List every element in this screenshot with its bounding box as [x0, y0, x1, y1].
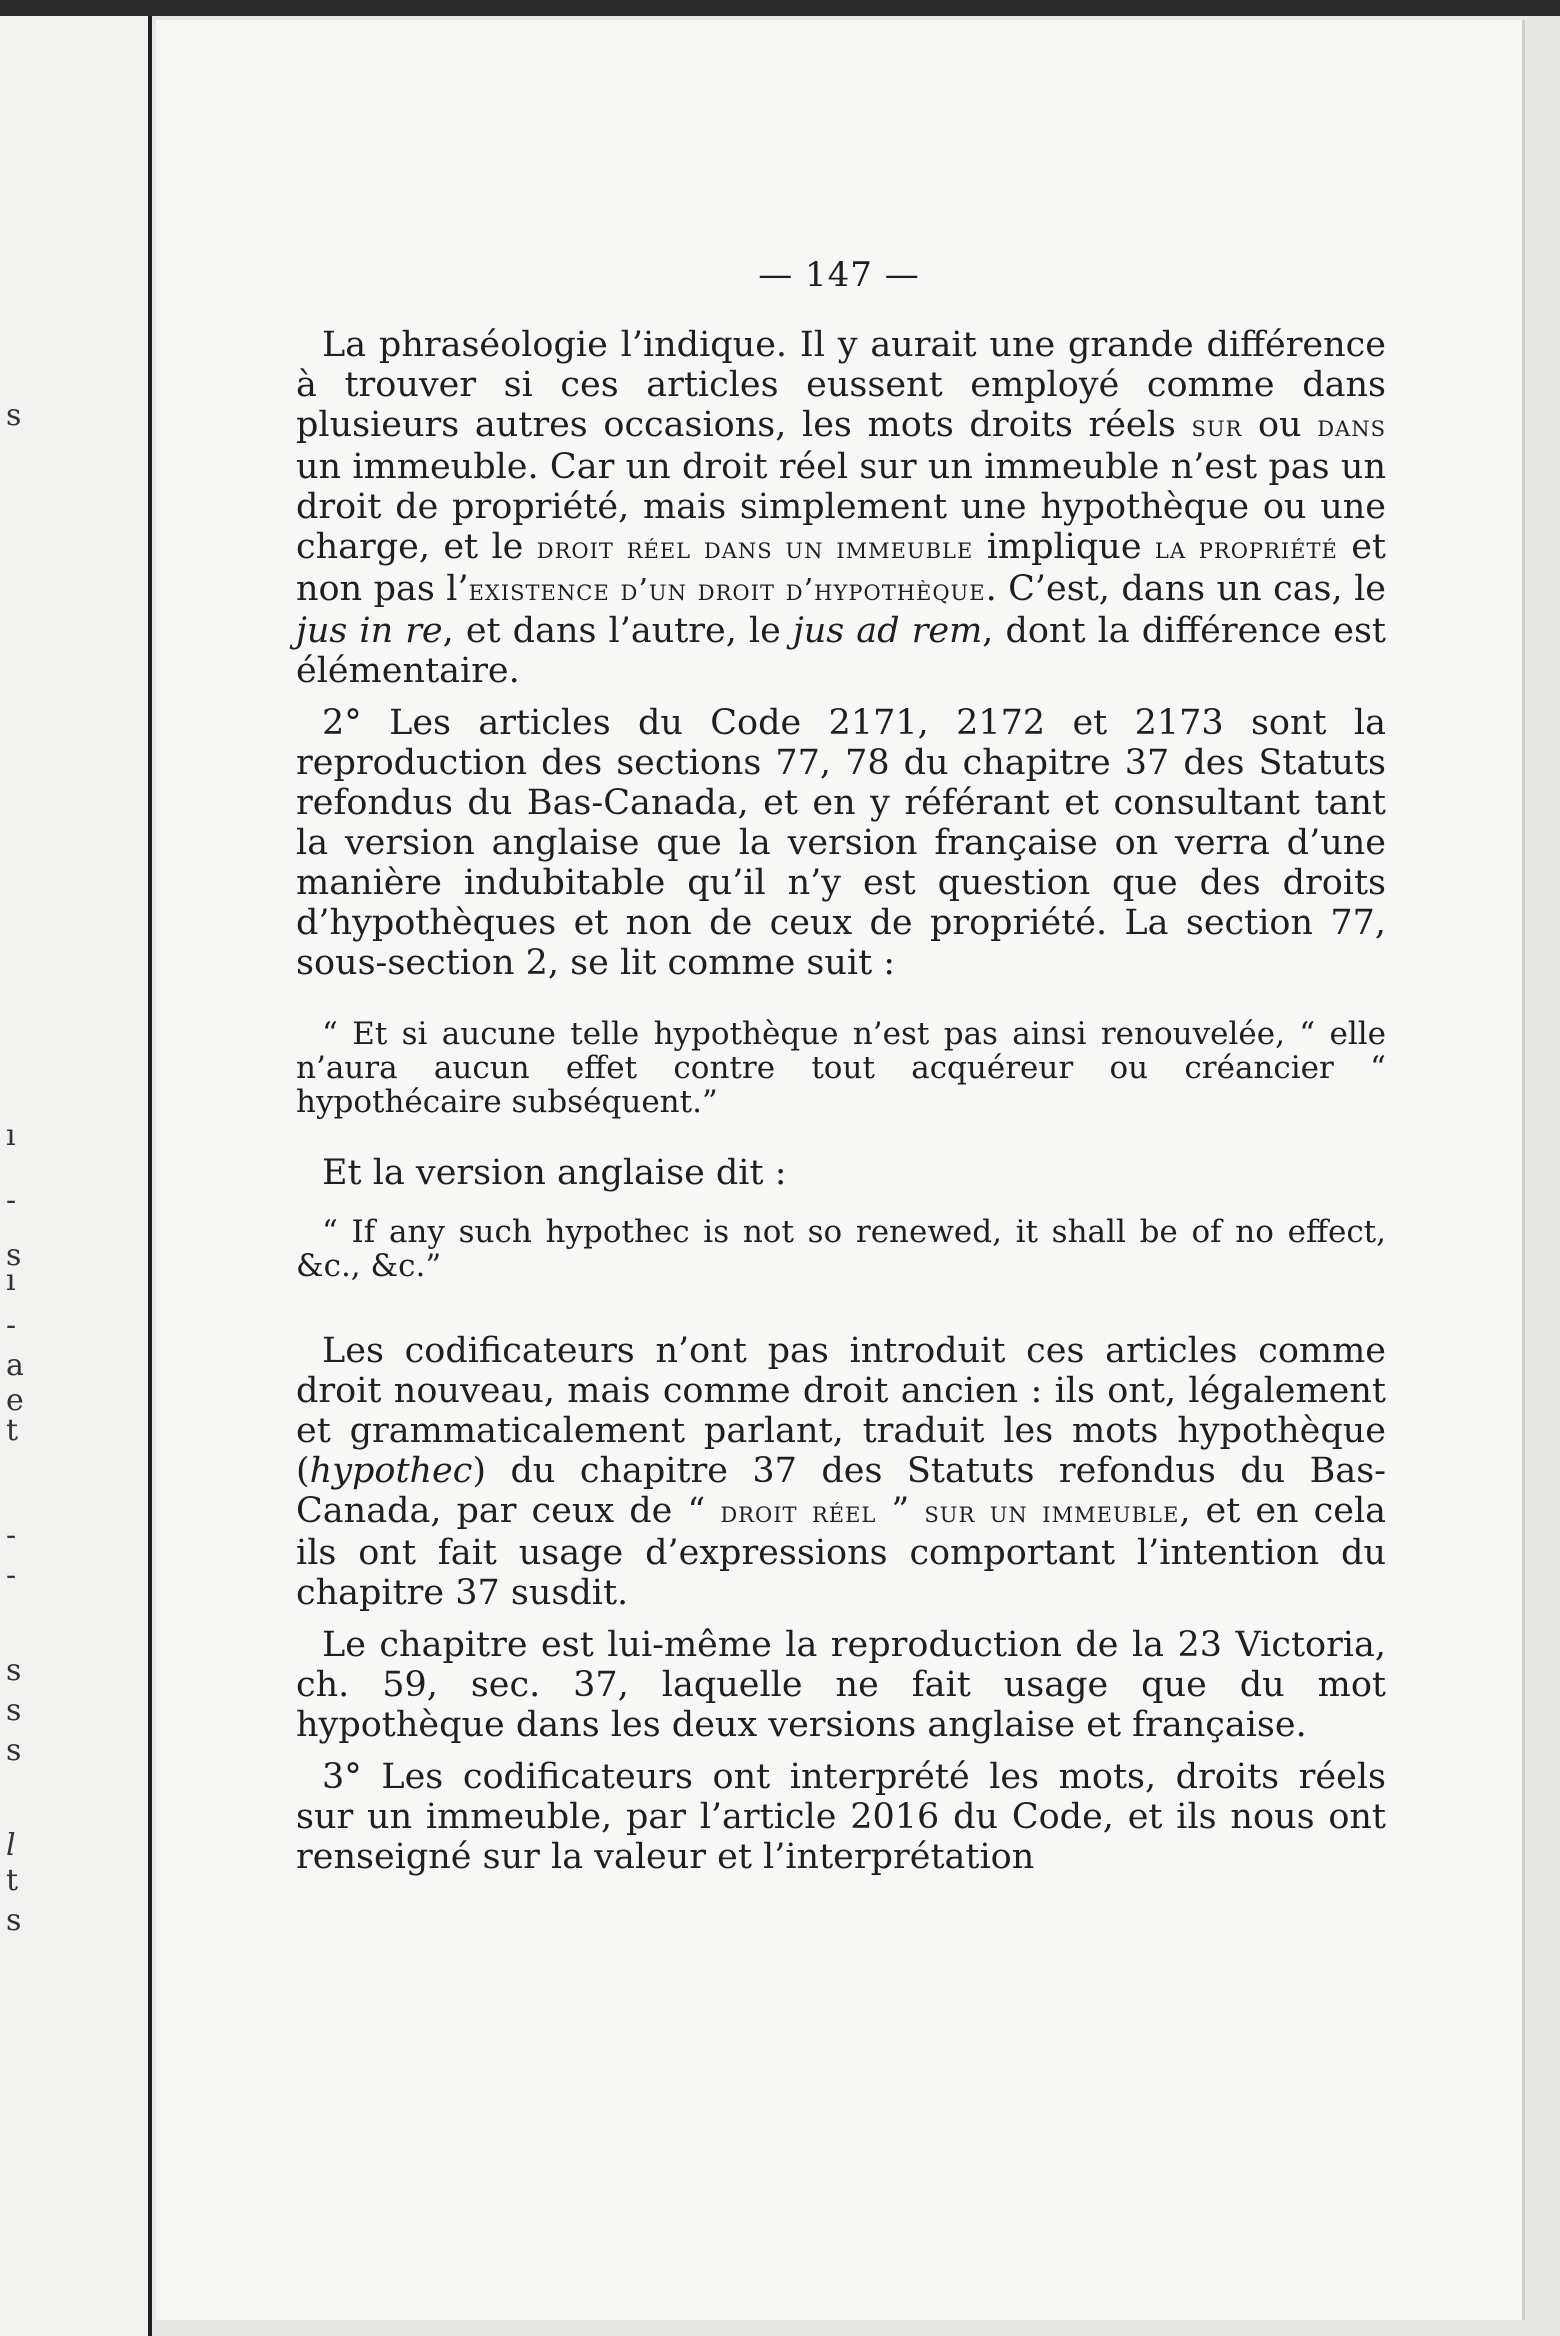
text-run: , et dans l’autre, le: [442, 611, 793, 651]
small-caps-run: existence d’un droit d’hypothèque: [468, 573, 986, 608]
paragraph-2: 2° Les articles du Code 2171, 2172 et 2173 sont la reproduction des sections 77, 78 du chapitre 37 des Statuts refondus du Bas-Canada, et en y référant et consultant tant la version anglaise que la version française on verra d’une manière indubitable qu’il n’y est question que des droits d’hypothèques et non de ceux de propriété. La section 77, sous-section 2, se lit comme suit :: [296, 703, 1386, 983]
paragraph-6: 3° Les codificateurs ont interprété les mots, droits réels sur un immeuble, par l’article 2016 du Code, et ils nous ont renseigné sur la valeur et l’interprétation: [296, 1757, 1386, 1877]
edge-char: ı: [6, 1263, 16, 1298]
italic-run: jus in re: [296, 611, 443, 651]
small-caps-run: droit réel: [720, 1495, 877, 1530]
edge-char: t: [6, 1413, 19, 1448]
edge-char: -: [6, 1183, 17, 1218]
text-run: ) du chapitre 37 des Statuts refondus du Bas-Canada, par ceux de “: [296, 1451, 1386, 1531]
edge-char: e: [6, 1383, 24, 1418]
edge-char: s: [6, 1693, 22, 1728]
book-page: [156, 20, 1525, 2320]
text-run: un immeuble. Car un droit réel sur un immeuble n’est pas un droit de propriété, mais simplement une hypothèque ou une charge, et le: [296, 447, 1386, 567]
small-caps-run: la propriété: [1154, 531, 1338, 566]
edge-char: a: [6, 1348, 24, 1383]
edge-char: s: [6, 1238, 22, 1273]
edge-char: -: [6, 1308, 17, 1343]
quote-english: “ If any such hypothec is not so renewed, it shall be of no effect, &c., &c.”: [296, 1214, 1386, 1284]
edge-char: -: [6, 1518, 17, 1553]
text-run: , dont la différence est élémentaire.: [296, 611, 1386, 691]
edge-char: s: [6, 398, 22, 433]
text-run: . C’est, dans un cas, le: [985, 569, 1386, 609]
text-run: , et en cela ils ont fait usage d’expressions comportant l’intention du chapitre 37 susdit.: [296, 1491, 1386, 1613]
edge-char: t: [6, 1863, 19, 1898]
page-number: — 147 —: [758, 255, 920, 295]
text-run: La phraséologie l’indique. Il y aurait une grande différence à trouver si ces articles eussent employé comme dans plusieurs autres occasions, les mots droits réels: [296, 325, 1386, 445]
scan-top-border: [0, 0, 1560, 16]
text-run: et non pas l’: [296, 527, 1386, 609]
text-run: implique: [973, 527, 1155, 567]
italic-run: jus ad rem: [792, 611, 983, 651]
page-body: [296, 325, 1386, 1889]
paragraph-3: Et la version anglaise dit :: [322, 1153, 787, 1193]
paragraph-1: [296, 325, 1386, 691]
small-caps-run: sur un immeuble: [924, 1495, 1180, 1530]
quote-french: “ Et si aucune telle hypothèque n’est pas ainsi renouvelée, “ elle n’aura aucun effet contre tout acquéreur ou créancier “ hypothécaire subséquent.”: [296, 1016, 1386, 1120]
edge-char: s: [6, 1903, 22, 1938]
text-run: ou: [1242, 405, 1318, 445]
edge-char: s: [6, 1733, 22, 1768]
edge-char: -: [6, 1558, 17, 1593]
paragraph-4: [296, 1331, 1386, 1613]
text-run: Les codificateurs n’ont pas introduit ces articles comme droit nouveau, mais comme droit ancien : ils ont, légalement et grammaticalement parlant, traduit les mots hypothèque (: [296, 1331, 1386, 1491]
edge-char: ı: [6, 1118, 16, 1153]
small-caps-run: sur: [1191, 409, 1243, 444]
edge-char: l: [6, 1828, 16, 1863]
small-caps-run: dans: [1317, 409, 1386, 444]
edge-char: s: [6, 1653, 22, 1688]
left-page-fragments: [0, 16, 148, 2336]
text-run: ”: [876, 1491, 925, 1531]
paragraph-5: Le chapitre est lui-même la reproduction de la 23 Victoria, ch. 59, sec. 37, laquelle ne fait usage que du mot hypothèque dans les deux versions anglaise et française.: [296, 1625, 1386, 1745]
small-caps-run: droit réel dans un immeuble: [536, 531, 974, 566]
left-page-edge: [0, 16, 152, 2336]
italic-run: hypothec: [309, 1451, 473, 1491]
